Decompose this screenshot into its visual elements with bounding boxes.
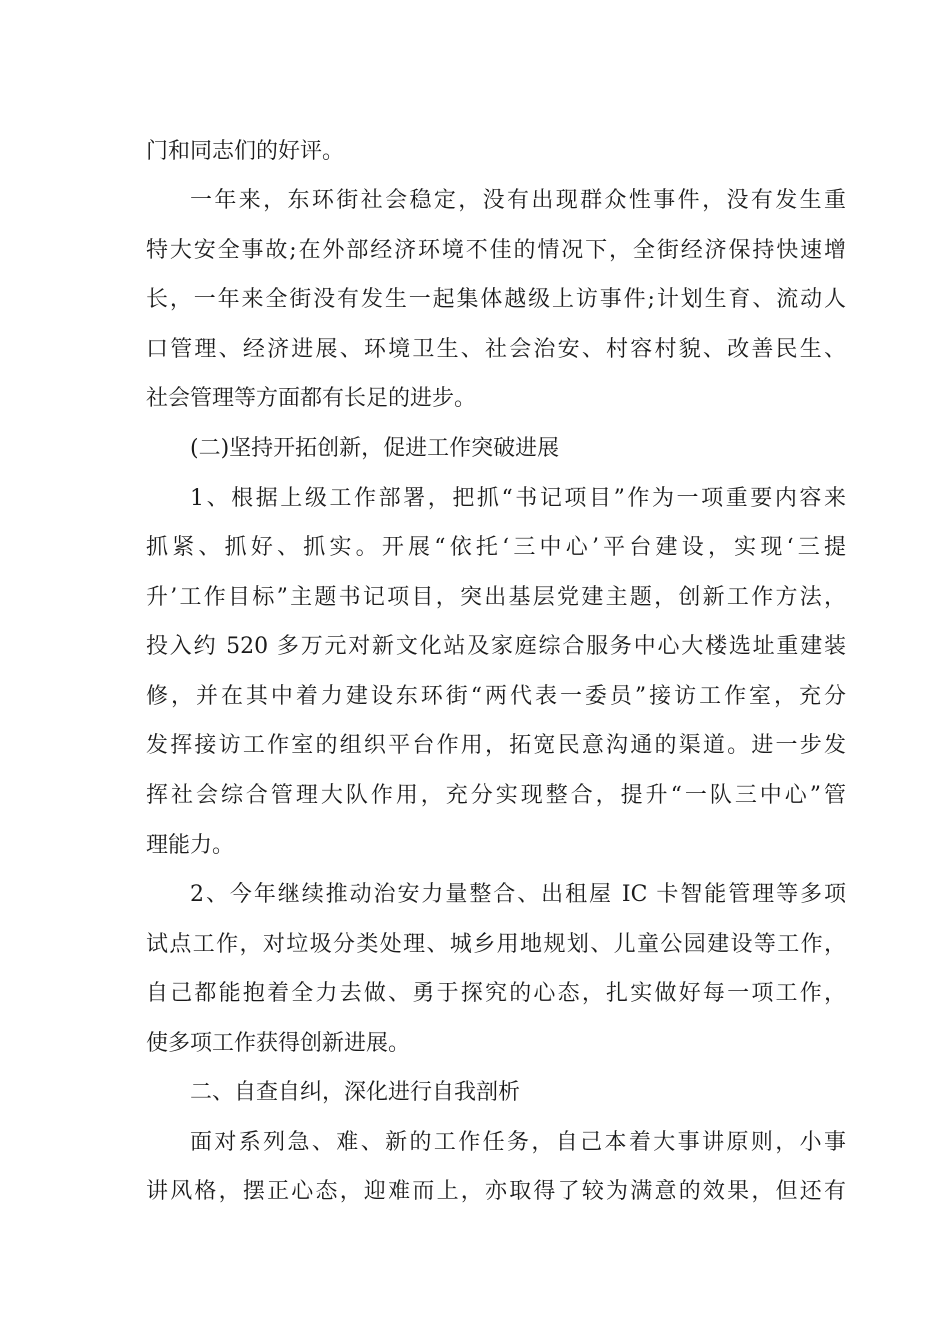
text-line: 一年来，东环街社会稳定，没有出现群众性事件，没有发生重 bbox=[190, 188, 846, 213]
text-line: 社会管理等方面都有长足的进步。 bbox=[146, 386, 477, 411]
text-line: 修，并在其中着力建设东环街“两代表一委员”接访工作室，充分 bbox=[146, 684, 846, 709]
text-line: 试点工作，对垃圾分类处理、城乡用地规划、儿童公园建设等工作， bbox=[146, 932, 846, 957]
text-line: 特大安全事故;在外部经济环境不佳的情况下，全街经济保持快速增 bbox=[146, 238, 846, 263]
text-line: 投入约 520 多万元对新文化站及家庭综合服务中心大楼选址重建装 bbox=[146, 634, 846, 659]
text-line: 升’工作目标”主题书记项目，突出基层党建主题，创新工作方法， bbox=[146, 585, 846, 610]
text-line: 口管理、经济进展、环境卫生、社会治安、村容村貌、改善民生、 bbox=[146, 337, 846, 362]
text-line: 2、今年继续推动治安力量整合、出租屋 IC 卡智能管理等多项 bbox=[190, 882, 846, 907]
text-line: 长，一年来全街没有发生一起集体越级上访事件;计划生育、流动人 bbox=[146, 287, 846, 312]
text-line: 挥社会综合管理大队作用，充分实现整合，提升“一队三中心”管 bbox=[146, 783, 846, 808]
text-line: 抓紧、抓好、抓实。开展“依托‘三中心’平台建设，实现‘三提 bbox=[146, 535, 846, 560]
section-heading: (二)坚持开拓创新，促进工作突破进展 bbox=[190, 436, 560, 461]
text-line: 讲风格，摆正心态，迎难而上，亦取得了较为满意的效果，但还有 bbox=[146, 1179, 846, 1204]
text-line: 1、根据上级工作部署，把抓“书记项目”作为一项重要内容来 bbox=[190, 486, 846, 511]
text-line: 理能力。 bbox=[146, 833, 235, 858]
text-line: 面对系列急、难、新的工作任务，自己本着大事讲原则，小事 bbox=[190, 1130, 846, 1155]
text-line: 使多项工作获得创新进展。 bbox=[146, 1031, 411, 1056]
text-line: 发挥接访工作室的组织平台作用，拓宽民意沟通的渠道。进一步发 bbox=[146, 733, 846, 758]
text-line: 门和同志们的好评。 bbox=[146, 139, 345, 164]
section-heading: 二、自查自纠，深化进行自我剖析 bbox=[190, 1080, 521, 1105]
text-line: 自己都能抱着全力去做、勇于探究的心态，扎实做好每一项工作， bbox=[146, 981, 846, 1006]
